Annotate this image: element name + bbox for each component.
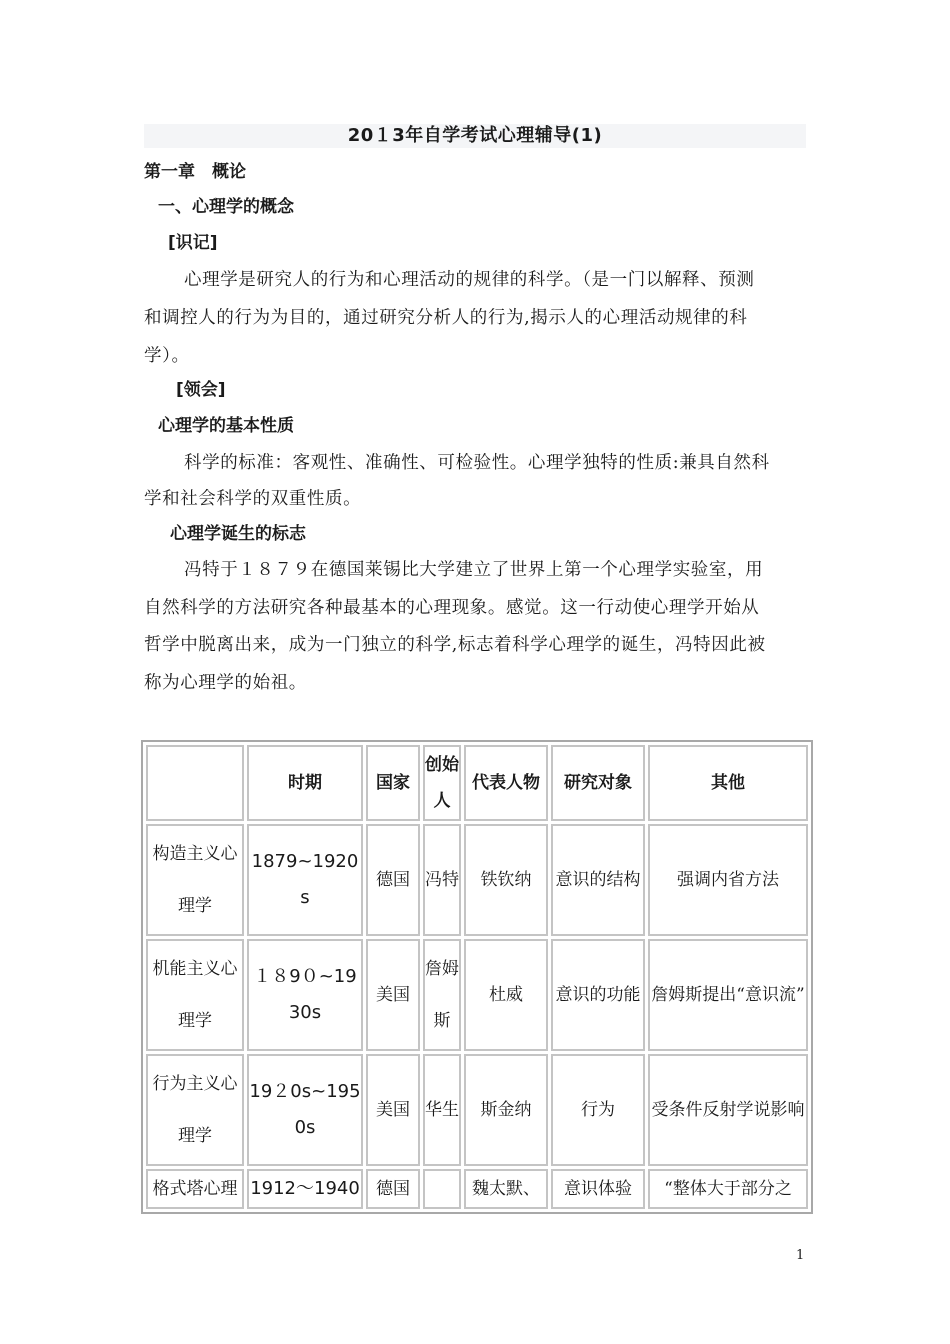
table-cell: 华生: [423, 1054, 461, 1166]
table-cell: 意识的功能: [551, 939, 645, 1051]
table-cell: 斯金纳: [464, 1054, 548, 1166]
table-row: [146, 824, 808, 936]
table-cell: “整体大于部分之: [648, 1169, 808, 1209]
paragraph-line: 学和社会科学的双重性质。: [144, 489, 362, 509]
table-cell: 强调内省方法: [648, 824, 808, 936]
subheading-birth: 心理学诞生的标志: [170, 524, 306, 544]
table-cell: 受条件反射学说影响: [648, 1054, 808, 1166]
paragraph-line: 哲学中脱离出来，成为一门独立的科学,标志着科学心理学的诞生，冯特因此被: [144, 635, 766, 655]
table-cell: 机能主义心理学: [146, 939, 244, 1051]
tag-remember: [识记]: [168, 233, 218, 253]
table-row: [146, 1054, 808, 1166]
table-cell: 铁钦纳: [464, 824, 548, 936]
table-cell: 行为主义心理学: [146, 1054, 244, 1166]
table-cell: 行为: [551, 1054, 645, 1166]
header-cell: 代表人物: [464, 745, 548, 821]
table-cell: 美国: [366, 939, 420, 1051]
table-cell: 詹姆斯: [423, 939, 461, 1051]
page-number: 1: [796, 1248, 805, 1263]
table-cell: １８9０~1930s: [247, 939, 363, 1051]
header-cell: 研究对象: [551, 745, 645, 821]
header-cell: 创始人: [423, 745, 461, 821]
table-cell: 意识的结构: [551, 824, 645, 936]
section-heading: 一、心理学的概念: [158, 197, 294, 217]
paragraph-line: 和调控人的行为为目的，通过研究分析人的行为,揭示人的心理活动规律的科: [144, 308, 748, 328]
paragraph-line: 科学的标准：客观性、准确性、可检验性。心理学独特的性质:兼具自然科: [184, 453, 770, 473]
header-cell: [146, 745, 244, 821]
table-cell: 意识体验: [551, 1169, 645, 1209]
paragraph-line: 称为心理学的始祖。: [144, 673, 307, 693]
table-cell: 构造主义心理学: [146, 824, 244, 936]
table-cell: 1879~1920s: [247, 824, 363, 936]
paragraph-line: 冯特于１８７９在德国莱锡比大学建立了世界上第一个心理学实验室，用: [184, 560, 764, 580]
table-cell: 詹姆斯提出“意识流”: [648, 939, 808, 1051]
header-cell: 其他: [648, 745, 808, 821]
chapter-heading: 第一章 概论: [144, 162, 246, 182]
table-cell: 美国: [366, 1054, 420, 1166]
table-cell: 杜威: [464, 939, 548, 1051]
psychology-schools-table: [141, 740, 813, 1214]
paragraph-line: 心理学是研究人的行为和心理活动的规律的科学。（是一门以解释、预测: [184, 270, 755, 290]
paragraph-line: 自然科学的方法研究各种最基本的心理现象。感觉。这一行动使心理学开始从: [144, 598, 760, 618]
table-cell: 1912～1940: [247, 1169, 363, 1209]
tag-understand: [领会]: [176, 380, 226, 400]
table-cell: 德国: [366, 1169, 420, 1209]
document-title: 20１3年自学考试心理辅导(1): [144, 124, 806, 148]
table-cell: 19２0s~1950s: [247, 1054, 363, 1166]
table-header-row: [146, 745, 808, 821]
table-cell: [423, 1169, 461, 1209]
paragraph-line: 学）。: [144, 346, 190, 366]
table-cell: 格式塔心理: [146, 1169, 244, 1209]
table-cell: 德国: [366, 824, 420, 936]
table-cell: 冯特: [423, 824, 461, 936]
table-cell: 魏太默、: [464, 1169, 548, 1209]
table-row: [146, 939, 808, 1051]
table-row: [146, 1169, 808, 1209]
header-cell: 国家: [366, 745, 420, 821]
subheading-nature: 心理学的基本性质: [158, 416, 294, 436]
header-cell: 时期: [247, 745, 363, 821]
